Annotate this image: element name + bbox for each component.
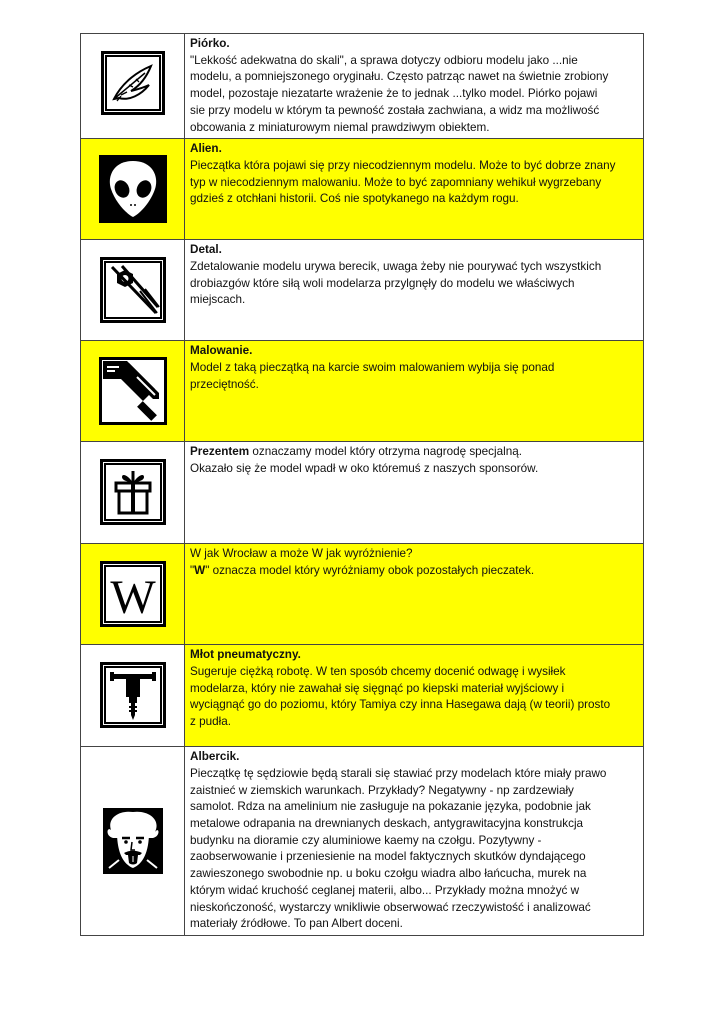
- row-text-line: nieskończoność, wystarczy wnikliwie obserwować rzeczywistość i analizować: [190, 900, 591, 914]
- text-cell: [185, 139, 644, 240]
- detail-nut-tweezers-icon: [100, 257, 166, 323]
- row-text-line: Zdetalowanie modelu urywa berecik, uwaga żeby nie pourywać tych wszystkich: [190, 259, 602, 273]
- row-text-line: Pieczątka która pojawi się przy niecodziennym modelu. Może to być dobrze znany: [190, 158, 616, 172]
- table-row: [81, 240, 644, 341]
- w-letter: W: [109, 570, 156, 624]
- text-cell: [185, 34, 644, 139]
- row-text-line: sie przy modelu w którym ta pewność została zachwiana, a widz ma możliwość: [190, 103, 600, 117]
- paint-roller-icon: [99, 357, 167, 425]
- row-text-line: samolot. Rdza na amelinium nie zasługuje na pokazanie języka, podobnie jak: [190, 800, 591, 814]
- text-cell: [185, 341, 644, 442]
- row-title: Piórko.: [190, 37, 230, 50]
- row-text-line: model, pozostaje niezatarte wrażenie że to jednak ...tylko model. Piórko pojawi: [190, 87, 598, 101]
- table-row: [81, 34, 644, 139]
- text-cell: [185, 747, 644, 936]
- icon-cell: [81, 34, 185, 139]
- row-text-line: drobiazgów które siłą woli modelarza przylgnęły do modelu we właściwych: [190, 276, 575, 290]
- icon-cell: [81, 645, 185, 747]
- row-text-line: wyciągnąć go do poziomu, który Tamiya czy inna Hasegawa dają (w teorii) prosto: [190, 698, 611, 712]
- text-cell: [185, 240, 644, 341]
- text-cell: [185, 442, 644, 544]
- jackhammer-icon: [100, 662, 166, 728]
- gift-icon: [100, 459, 166, 525]
- row-text-line: gdzieś z otchłani historii. Coś nie spotykanego na każdym rogu.: [190, 192, 519, 206]
- row-title: Młot pneumatyczny.: [190, 648, 301, 662]
- row-text-line: modelarza, który nie zawahał się sięgnąć po kiepski materiał wyjściowy i: [190, 681, 565, 695]
- einstein-portrait-icon: [103, 808, 163, 874]
- row-text-line: typ w niecodziennym malowaniu. Może to być zapomniany wehikuł wygrzebany: [190, 175, 602, 189]
- row-text-line: z pudła.: [190, 715, 231, 729]
- row-title: Detal.: [190, 243, 222, 257]
- row-text-line: obcowania z miniaturowym niemal prawdziwym obiektem.: [190, 120, 490, 134]
- row-text-line: materiały źródłowe. To pan Albert doceni.: [190, 917, 403, 931]
- row-text-line: zaobserwowanie i przeniesienie na model faktycznych skutków dyndającego: [190, 850, 586, 864]
- bold-w: W: [194, 563, 206, 577]
- row-text-line: metalowe odrapania na drewnianych deskach, antygrawitacyjna konstrukcja: [190, 817, 584, 831]
- row-text-line: budynku na dioramie czy aluminiowe kaemy na czołgu. Pozytywny -: [190, 833, 542, 847]
- row-title: Albercik.: [190, 750, 240, 764]
- letter-w-icon: [100, 561, 166, 627]
- row-text-line: zaistnieć w ziemskich warunkach. Przykłady? Negatywny - np zardzewiały: [190, 783, 574, 797]
- row-text-line: Okazało się że model wpadł w oko któremuś z naszych sponsorów.: [190, 461, 539, 475]
- alien-icon: [99, 155, 167, 223]
- icon-cell: [81, 240, 185, 341]
- row-text-line: "Lekkość adekwatna do skali", a sprawa dotyczy odbioru modelu jako ...nie: [190, 53, 578, 67]
- row-text-line: modelu, a pomniejszonego oryginału. Często patrząc nawet na świetnie zrobiony: [190, 70, 609, 84]
- row-text-line: W jak Wrocław a może W jak wyróżnienie?: [190, 547, 413, 561]
- row-text: oznaczamy model który otrzyma nagrodę specjalną.: [249, 445, 522, 459]
- icon-cell: [81, 341, 185, 442]
- stamps-table: [80, 33, 644, 936]
- icon-cell: [81, 139, 185, 240]
- table-row: [81, 442, 644, 544]
- icon-cell: [81, 544, 185, 645]
- row-text-line: Model z taką pieczątką na karcie swoim malowaniem wybija się ponad: [190, 360, 555, 374]
- row-text-line: przeciętność.: [190, 377, 259, 391]
- row-text-line: Sugeruje ciężką robotę. W ten sposób chcemy docenić odwagę i wysiłek: [190, 664, 566, 678]
- table-row: [81, 139, 644, 240]
- row-first-line: [190, 444, 639, 461]
- text-cell: [185, 544, 644, 645]
- icon-cell: [81, 747, 185, 936]
- row-text-line: Pieczątkę tę sędziowie będą starali się stawiać przy modelach które miały prawo: [190, 766, 607, 780]
- row-text-line: którym widać kruchość ceglanej materii, albo... Przykłady można mnożyć w: [190, 883, 580, 897]
- table-row: [81, 645, 644, 747]
- row-title: Malowanie.: [190, 344, 253, 358]
- quote-mark: ": [190, 563, 195, 577]
- feather-icon: [101, 51, 165, 115]
- table-row: [81, 341, 644, 442]
- icon-cell: [81, 442, 185, 544]
- row-text: " oznacza model który wyróżniamy obok pozostałych pieczatek.: [205, 563, 535, 577]
- row-title: Prezentem: [190, 445, 250, 459]
- row-text-line: zawieszonego swobodnie np. u boku czołgu wiadra albo łańcucha, murek na: [190, 867, 587, 881]
- row-title: Alien.: [190, 142, 222, 156]
- table-row: [81, 747, 644, 936]
- table-row: [81, 544, 644, 645]
- text-cell: [185, 645, 644, 747]
- row-text-line: miejscach.: [190, 293, 246, 307]
- row-text-line: [190, 563, 639, 580]
